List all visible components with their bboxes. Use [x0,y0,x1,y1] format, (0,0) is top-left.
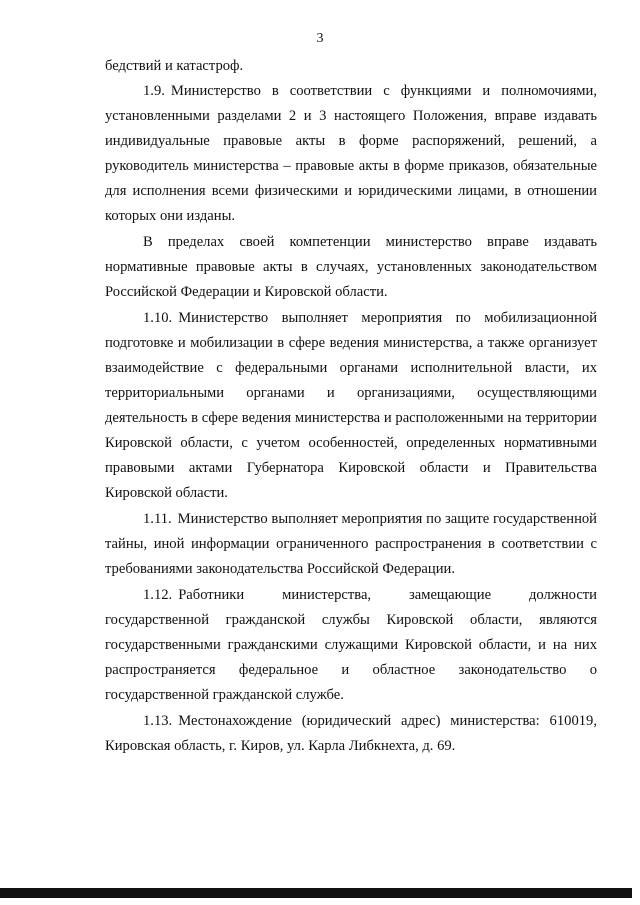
paragraph-number: 1.10. [143,310,173,326]
scan-bottom-bar [0,888,632,898]
paragraph-1-13 [105,709,597,759]
paragraph-number: 1.12. [143,587,173,603]
document-body [0,20,640,760]
paragraph-number: 1.9. [143,83,165,99]
paragraph-text: Местонахождение (юридический адрес) министерства: 610019, Кировская область, г. Киров, ул. Карла Либкнехта, д. 69. [105,713,597,754]
paragraph-text: Работники министерства, замещающие должности государственной гражданской службы Кировской области, являются государственными гражданскими служащими Кировской области, и на них распространяется федеральное и областное законодательство о государственной гражданской службе. [105,587,597,703]
paragraph-1-9 [105,79,597,229]
paragraph-text: Министерство выполняет мероприятия по мобилизационной подготовке и мобилизации в сфере ведения министерства, а также организует взаимодействие с федеральными органами исполнительной власти, их территориальными органами и организациями, осуществляющими деятельность в сфере ведения министерства и расположенными на территории Кировской области, с учетом особенностей, определенных нормативными правовыми актами Губернатора Кировской области и Правительства Кировской области. [105,310,597,501]
paragraph-number: 1.11. [143,511,172,527]
paragraph-number: 1.13. [143,713,173,729]
paragraph-1-11 [105,507,597,582]
page-number: 3 [316,31,324,46]
paragraph-text: Министерство в соответствии с функциями и полномочиями, установленными разделами 2 и 3 настоящего Положения, вправе издавать индивидуальные правовые акты в форме распоряжений, решений, а руководитель министерства – правовые акты в форме приказов, обязательные для исполнения всеми физическими и юридическими лицами, в отношении которых они изданы. [105,83,597,224]
intro-fragment: бедствий и катастроф. [105,58,244,74]
paragraph-text: Министерство выполняет мероприятия по защите государственной тайны, иной информации ограниченного распространения в соответствии с требованиями законодательства Российской Федерации. [105,511,597,577]
paragraph-1-12 [105,583,597,708]
paragraph-1-10 [105,306,597,506]
paragraph-text: В пределах своей компетенции министерство вправе издавать нормативные правовые акты в случаях, установленных законодательством Российской Федерации и Кировской области. [105,234,597,300]
paragraph-competence [105,230,597,305]
